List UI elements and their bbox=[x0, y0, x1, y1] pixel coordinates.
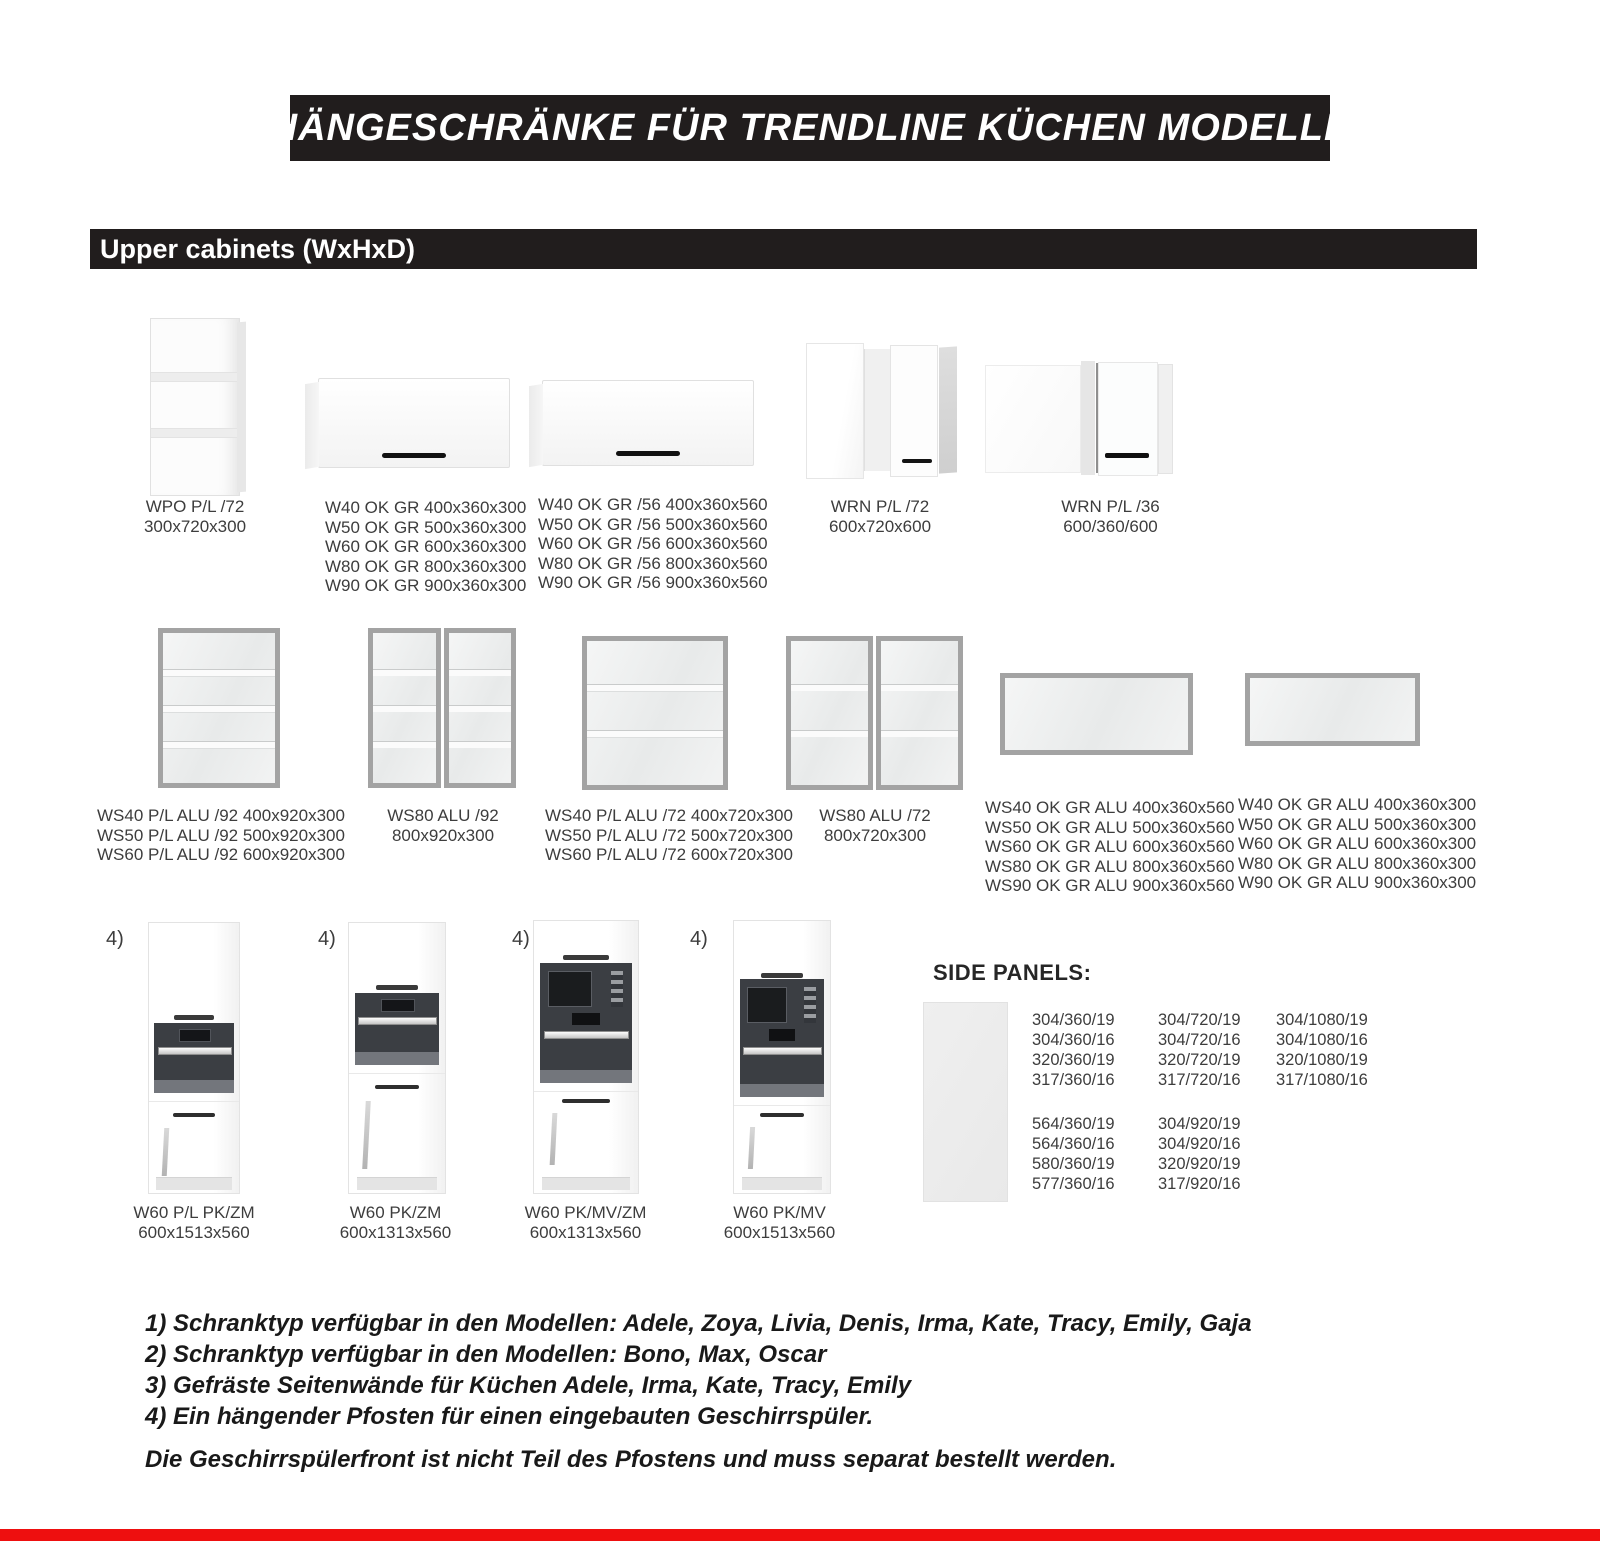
label-line: WS50 P/L ALU /92 500x920x300 bbox=[97, 825, 345, 845]
label-line: W60 PK/MV/ZM bbox=[524, 1203, 647, 1222]
label-w60-pk-mv-zm bbox=[518, 1203, 653, 1242]
shelf bbox=[881, 730, 958, 737]
microwave-screen bbox=[548, 971, 592, 1007]
label-line: WRN P/L /72 bbox=[830, 497, 930, 516]
label-line: W80 OK GR 800x360x300 bbox=[325, 556, 527, 576]
label-line: W60 PK/MV bbox=[733, 1203, 826, 1222]
shelf bbox=[587, 684, 723, 691]
panel-size: 304/360/19 bbox=[1032, 1011, 1115, 1029]
label-line: 600x1513x560 bbox=[723, 1222, 836, 1242]
panel-size: 304/1080/19 bbox=[1276, 1011, 1368, 1029]
label-line: 600x720x600 bbox=[828, 516, 932, 536]
carcass-seam bbox=[734, 1105, 830, 1106]
label-line: W50 OK GR ALU 500x360x300 bbox=[1238, 814, 1477, 834]
label-line: W60 OK GR 600x360x300 bbox=[325, 537, 527, 556]
door bbox=[890, 345, 938, 477]
label-line: 800x720x300 bbox=[823, 825, 927, 845]
drawer-handle bbox=[760, 1113, 804, 1117]
footnote-marker: 4) bbox=[690, 928, 708, 950]
label-line: W90 OK GR ALU 900x360x300 bbox=[1238, 873, 1477, 892]
label-line: W60 PK/ZM bbox=[349, 1203, 442, 1222]
cabinet-illustration-glass-92 bbox=[158, 628, 280, 788]
footnote-marker: 4) bbox=[512, 928, 530, 950]
microwave-buttons bbox=[611, 971, 623, 1007]
page-title: HÄNGESCHRÄNKE FÜR TRENDLINE KÜCHEN MODELLE bbox=[269, 106, 1351, 149]
label-line: 600x1513x560 bbox=[138, 1222, 250, 1242]
oven-lower-band bbox=[540, 1070, 632, 1083]
label-line: 600x1313x560 bbox=[529, 1222, 642, 1242]
shelf bbox=[373, 705, 436, 712]
label-line: WS60 P/L ALU /92 600x920x300 bbox=[97, 845, 345, 864]
label-line: WS80 ALU /92 bbox=[387, 806, 499, 825]
label-line: W40 OK GR 400x360x300 bbox=[325, 498, 527, 517]
chrome-strip bbox=[748, 1127, 755, 1169]
cabinet-illustration-corner-36 bbox=[985, 361, 1171, 476]
drawer-handle bbox=[562, 1099, 610, 1103]
side-panel-illustration bbox=[923, 1002, 1008, 1202]
tall-cabinet-oven-pk-zm bbox=[348, 922, 446, 1194]
footnote-line: 4) Ein hängender Pfosten für einen eingebauten Geschirrspüler. bbox=[145, 1403, 874, 1430]
panel-size: 320/920/19 bbox=[1158, 1155, 1241, 1173]
flap-handle bbox=[761, 973, 803, 978]
label-ws80-alu-92 bbox=[368, 806, 518, 845]
shelf bbox=[791, 684, 868, 691]
panel-size: 564/360/16 bbox=[1032, 1135, 1115, 1153]
panel-size: 317/1080/16 bbox=[1276, 1071, 1368, 1089]
panel-size: 304/720/16 bbox=[1158, 1031, 1241, 1049]
carcass-seam bbox=[534, 1091, 638, 1092]
shelf bbox=[449, 705, 512, 712]
oven-front bbox=[355, 993, 439, 1065]
label-line: WS40 P/L ALU /72 400x720x300 bbox=[545, 806, 793, 825]
label-line: WS50 P/L ALU /72 500x720x300 bbox=[545, 825, 793, 845]
shelf bbox=[587, 730, 723, 737]
label-line: 800x920x300 bbox=[391, 825, 495, 845]
chrome-strip bbox=[162, 1128, 170, 1176]
cabinet-illustration-glass-double-92 bbox=[368, 628, 516, 788]
tall-cabinet-microwave-oven-pk-mv bbox=[733, 920, 831, 1194]
door-handle bbox=[382, 453, 446, 458]
oven-handle bbox=[358, 1017, 437, 1025]
carcass-seam bbox=[349, 1073, 445, 1074]
label-line: WS50 OK GR ALU 500x360x560 bbox=[985, 817, 1235, 837]
side-panel bbox=[939, 346, 957, 473]
plinth bbox=[742, 1177, 823, 1190]
oven-display bbox=[572, 1013, 599, 1025]
corner-jamb bbox=[1081, 361, 1095, 475]
label-line: W40 OK GR /56 400x360x560 bbox=[538, 495, 768, 514]
panel-size: 317/720/16 bbox=[1158, 1071, 1241, 1089]
shelf bbox=[163, 741, 275, 748]
microwave-oven-front bbox=[540, 963, 632, 1083]
side-panel bbox=[529, 384, 543, 468]
panel-size: 320/1080/19 bbox=[1276, 1051, 1368, 1069]
cabinet-illustration-glass-horizontal bbox=[1245, 673, 1420, 746]
shelf bbox=[163, 705, 275, 712]
microwave-oven-front bbox=[740, 979, 824, 1097]
panel-size: 317/920/16 bbox=[1158, 1175, 1241, 1193]
footnote-line: 1) Schranktyp verfügbar in den Modellen: Adele, Zoya, Livia, Denis, Irma, Kate, Tracy, Emily, Gaja bbox=[145, 1310, 1252, 1337]
label-ws-ok-gr-alu bbox=[985, 798, 1235, 896]
door-handle bbox=[616, 451, 680, 456]
cabinet-illustration-corner-72 bbox=[806, 341, 958, 481]
glass-door bbox=[786, 636, 873, 790]
tall-cabinet-oven-pl-pk-zm bbox=[148, 922, 240, 1194]
panel-size: 320/360/19 bbox=[1032, 1051, 1115, 1069]
bottom-accent-bar bbox=[0, 1529, 1600, 1541]
label-line: W40 OK GR ALU 400x360x300 bbox=[1238, 795, 1477, 814]
footnote-line: 2) Schranktyp verfügbar in den Modellen: Bono, Max, Oscar bbox=[145, 1341, 827, 1368]
footnote-marker: 4) bbox=[106, 928, 124, 950]
label-line: 600/360/600 bbox=[1063, 516, 1158, 536]
shelf bbox=[881, 684, 958, 691]
label-line: 300x720x300 bbox=[143, 516, 247, 536]
label-line: 600x1313x560 bbox=[339, 1222, 452, 1242]
panel-size: 304/920/16 bbox=[1158, 1135, 1241, 1153]
side-panels-col-2 bbox=[1158, 1010, 1270, 1090]
page-title-banner bbox=[269, 95, 1351, 161]
plinth bbox=[156, 1177, 232, 1190]
microwave-buttons bbox=[804, 987, 816, 1023]
panel-size: 320/720/19 bbox=[1158, 1051, 1241, 1069]
oven-display bbox=[179, 1029, 211, 1042]
panel-size: 304/920/19 bbox=[1158, 1115, 1241, 1133]
panel-size: 304/360/16 bbox=[1032, 1031, 1115, 1049]
panel-size: 577/360/16 bbox=[1032, 1175, 1115, 1193]
label-wrn-72 bbox=[800, 497, 960, 536]
section-header-bar bbox=[90, 229, 1477, 269]
oven-front bbox=[154, 1023, 233, 1093]
cabinet-illustration-horizontal-door-deep bbox=[542, 380, 754, 466]
side-panels-col-5 bbox=[1158, 1114, 1270, 1194]
footnote-line: 3) Gefräste Seitenwände für Küchen Adele, Irma, Kate, Tracy, Emily bbox=[145, 1372, 912, 1399]
panel-size: 580/360/19 bbox=[1032, 1155, 1115, 1173]
cabinet-illustration-glass-horizontal-deep bbox=[1000, 673, 1193, 755]
shelf bbox=[163, 669, 275, 676]
left-panel bbox=[806, 343, 864, 479]
label-w60-pk-zm bbox=[328, 1203, 463, 1242]
section-title: Upper cabinets (WxHxD) bbox=[100, 233, 416, 264]
panel-size: 564/360/19 bbox=[1032, 1115, 1115, 1133]
glass-door bbox=[444, 628, 517, 788]
dishwasher-note: Die Geschirrspülerfront ist nicht Teil des Pfostens und muss separat bestellt werden. bbox=[145, 1446, 1117, 1473]
microwave-screen bbox=[747, 987, 788, 1023]
oven-lower-band bbox=[154, 1080, 233, 1093]
plinth bbox=[357, 1177, 438, 1190]
shelf bbox=[151, 372, 239, 382]
glass-door bbox=[876, 636, 963, 790]
oven-lower-band bbox=[355, 1052, 439, 1065]
label-w60-pk-mv bbox=[712, 1203, 847, 1242]
footnotes bbox=[145, 1308, 1485, 1432]
side-panels-col-1 bbox=[1032, 1010, 1144, 1090]
label-line: W80 OK GR /56 800x360x560 bbox=[538, 553, 768, 573]
shelf bbox=[449, 669, 512, 676]
label-line: W60 OK GR ALU 600x360x300 bbox=[1238, 834, 1477, 853]
shelf bbox=[791, 730, 868, 737]
chrome-strip bbox=[549, 1113, 557, 1165]
label-ws80-alu-72 bbox=[795, 806, 955, 845]
label-w-ok-gr-56 bbox=[538, 495, 768, 593]
chrome-strip bbox=[363, 1101, 372, 1169]
shelf bbox=[373, 741, 436, 748]
label-line: WS80 OK GR ALU 800x360x560 bbox=[985, 856, 1235, 876]
label-line: WS40 P/L ALU /92 400x920x300 bbox=[97, 806, 345, 825]
cabinet-illustration-glass-72 bbox=[582, 636, 728, 790]
panel-size: 304/720/19 bbox=[1158, 1011, 1241, 1029]
oven-handle bbox=[158, 1047, 232, 1055]
label-line: W60 P/L PK/ZM bbox=[133, 1203, 255, 1222]
side-panel bbox=[1158, 364, 1173, 474]
label-line: WS60 P/L ALU /72 600x720x300 bbox=[545, 845, 793, 864]
label-line: WRN P/L /36 bbox=[1061, 497, 1160, 516]
footnote-marker: 4) bbox=[318, 928, 336, 950]
door bbox=[1098, 362, 1158, 476]
label-line: W80 OK GR ALU 800x360x300 bbox=[1238, 853, 1477, 873]
label-wpo bbox=[120, 497, 270, 536]
side-panel bbox=[305, 382, 319, 470]
glass-door bbox=[368, 628, 441, 788]
door-handle bbox=[1105, 453, 1149, 458]
flap-handle bbox=[174, 1015, 214, 1020]
shelf bbox=[373, 669, 436, 676]
label-wrn-36 bbox=[1028, 497, 1193, 536]
cabinet-illustration-open-corner-shelf bbox=[150, 318, 240, 496]
left-panel bbox=[985, 365, 1081, 473]
panel-size: 304/1080/16 bbox=[1276, 1031, 1368, 1049]
oven-handle bbox=[544, 1031, 629, 1039]
side-edge bbox=[237, 322, 246, 493]
label-line: WS40 OK GR ALU 400x360x560 bbox=[985, 798, 1235, 817]
side-panels-col-3 bbox=[1276, 1010, 1396, 1090]
oven-display bbox=[769, 1029, 794, 1041]
label-ws-alu-92 bbox=[97, 806, 345, 865]
tall-cabinet-microwave-oven-pk-mv-zm bbox=[533, 920, 639, 1194]
label-line: W90 OK GR 900x360x300 bbox=[325, 576, 527, 595]
label-w-ok-gr-alu bbox=[1238, 795, 1477, 893]
label-line: W90 OK GR /56 900x360x560 bbox=[538, 573, 768, 592]
shelf bbox=[151, 428, 239, 438]
drawer-handle bbox=[375, 1085, 419, 1089]
flap-handle bbox=[376, 985, 418, 990]
label-line: W50 OK GR /56 500x360x560 bbox=[538, 514, 768, 534]
cabinet-illustration-glass-double-72 bbox=[786, 636, 963, 790]
label-w60-pl-pk-zm bbox=[128, 1203, 260, 1242]
oven-display bbox=[381, 999, 415, 1012]
plinth bbox=[542, 1177, 629, 1190]
label-line: W60 OK GR /56 600x360x560 bbox=[538, 534, 768, 553]
label-line: WS90 OK GR ALU 900x360x560 bbox=[985, 876, 1235, 895]
cabinet-illustration-horizontal-door bbox=[318, 378, 510, 468]
side-panels-title: SIDE PANELS: bbox=[933, 960, 1092, 985]
flap-handle bbox=[563, 955, 609, 960]
corner-recess bbox=[864, 349, 891, 471]
oven-handle bbox=[743, 1047, 822, 1055]
door-handle bbox=[902, 459, 932, 463]
label-line: W50 OK GR 500x360x300 bbox=[325, 517, 527, 537]
label-line: WPO P/L /72 bbox=[145, 497, 245, 516]
carcass-seam bbox=[149, 1101, 239, 1102]
label-line: WS80 ALU /72 bbox=[819, 806, 931, 825]
panel-size: 317/360/16 bbox=[1032, 1071, 1115, 1089]
drawer-handle bbox=[173, 1113, 214, 1117]
label-line: WS60 OK GR ALU 600x360x560 bbox=[985, 837, 1235, 856]
oven-lower-band bbox=[740, 1084, 824, 1097]
shelf bbox=[449, 741, 512, 748]
label-w-ok-gr bbox=[325, 498, 535, 596]
side-panels-col-4 bbox=[1032, 1114, 1144, 1194]
label-ws-alu-72 bbox=[545, 806, 795, 865]
